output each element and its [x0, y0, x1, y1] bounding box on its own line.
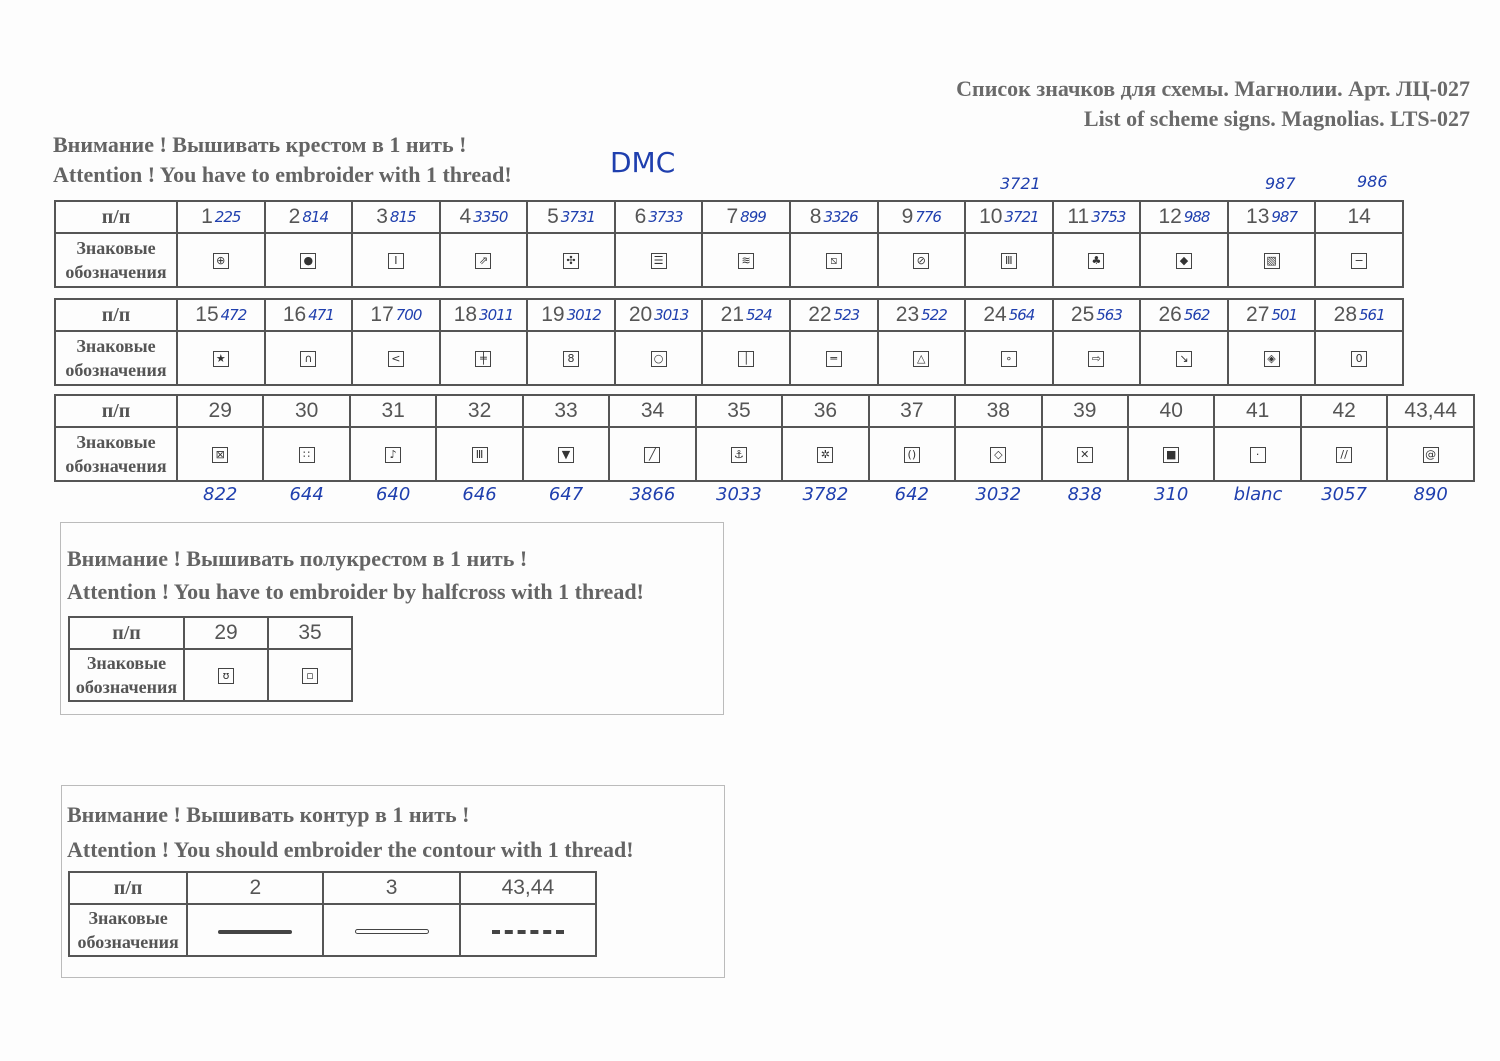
number-cell	[187, 872, 323, 904]
item-number: 3	[385, 876, 398, 899]
number-cell	[965, 201, 1053, 233]
dmc-code-below: 3033	[716, 484, 762, 505]
item-number: 5	[547, 205, 559, 228]
dmc-code: 3326	[823, 208, 858, 226]
number-cell	[1315, 299, 1403, 331]
item-number: 42	[1332, 399, 1356, 422]
item-number: 2	[288, 205, 301, 228]
dmc-code-below: 3032	[975, 484, 1022, 505]
row-label-cell	[55, 395, 177, 427]
item-number: 26	[1158, 303, 1182, 326]
sign-label-line-1: Знаковые	[76, 432, 156, 452]
halfcross-table	[68, 616, 353, 702]
symbol-cell	[1301, 427, 1387, 481]
number-cell	[1140, 299, 1228, 331]
dmc-code: 524	[746, 306, 772, 324]
cross-symbol-icon: ◇	[990, 447, 1006, 463]
item-number: 1	[201, 205, 213, 228]
symbol-cell	[265, 233, 353, 287]
dmc-code-below: blanc	[1233, 484, 1283, 505]
symbol-cell	[440, 233, 528, 287]
symbol-cell	[1228, 331, 1316, 385]
halfcross-symbol-icon: ʊ	[218, 668, 234, 684]
cross-symbol-icon: I	[388, 253, 404, 269]
symbol-cell	[878, 233, 966, 287]
dmc-code-below: 822	[203, 484, 238, 505]
dmc-code: 3011	[479, 306, 514, 324]
contour-line-double-icon	[355, 929, 429, 934]
contour-attention-ru: Внимание ! Вышивать контур в 1 нить !	[67, 802, 470, 827]
dmc-code-below: 3782	[802, 484, 849, 505]
number-row	[55, 299, 1403, 331]
title-english: List of scheme signs. Magnolias. LTS-027	[1083, 106, 1470, 131]
sign-label-line-2: обозначения	[65, 262, 167, 282]
number-cell	[615, 299, 703, 331]
number-cell	[696, 395, 782, 427]
item-number: 20	[628, 303, 653, 326]
symbol-cell	[955, 427, 1041, 481]
symbol-cell	[1140, 331, 1228, 385]
cross-symbol-icon: ═	[826, 351, 842, 367]
dmc-code: 899	[740, 208, 766, 226]
cross-symbol-icon: ⚓	[731, 447, 747, 463]
cross-symbol-icon: ▼	[558, 447, 574, 463]
symbol-cell	[1053, 331, 1141, 385]
contour-line-solid-icon	[218, 930, 292, 934]
number-row	[55, 201, 1403, 233]
cross-table-3	[54, 394, 1475, 482]
item-number: 6	[634, 205, 647, 228]
dmc-code: 225	[214, 208, 241, 226]
cross-table-1	[54, 200, 1404, 288]
item-number: 23	[895, 303, 920, 326]
contour-attention-en: Attention ! You should embroider the contour with 1 thread!	[67, 837, 634, 862]
number-cell	[1053, 201, 1141, 233]
sign-label-line-2: обозначения	[77, 932, 179, 952]
number-cell	[1214, 395, 1300, 427]
number-cell	[527, 201, 615, 233]
dmc-code-below: 647	[548, 484, 584, 505]
number-cell	[1042, 395, 1128, 427]
number-cell	[1228, 201, 1316, 233]
above-code-10: 3721	[1000, 174, 1041, 193]
document-header	[956, 74, 1470, 134]
row-label: п/п	[101, 399, 131, 422]
dmc-code: 814	[302, 208, 328, 226]
symbol-cell	[263, 427, 349, 481]
number-cell	[790, 201, 878, 233]
contour-line-dashed-icon	[492, 930, 564, 934]
number-cell	[436, 395, 522, 427]
dmc-code: 522	[921, 306, 947, 324]
item-number: 35	[727, 399, 751, 422]
dmc-code: 564	[1008, 306, 1035, 324]
cross-symbol-icon: △	[913, 351, 929, 367]
symbol-cell	[177, 331, 265, 385]
cross-symbol-icon: ∘	[1001, 351, 1017, 367]
dmc-code: 3350	[473, 208, 508, 226]
item-number: 21	[720, 303, 745, 326]
symbol-cell	[782, 427, 868, 481]
number-cell	[1228, 299, 1316, 331]
symbol-row	[55, 331, 1403, 385]
sign-label-cell	[69, 904, 187, 956]
number-cell	[609, 395, 695, 427]
cross-symbol-icon: ╱	[644, 447, 660, 463]
symbol-row	[69, 649, 352, 701]
sign-label-line-2: обозначения	[75, 677, 178, 697]
dmc-code: 700	[395, 306, 422, 324]
symbol-cell	[265, 331, 353, 385]
number-row	[69, 872, 596, 904]
symbol-cell	[965, 233, 1053, 287]
symbol-cell	[615, 233, 703, 287]
dmc-code: 988	[1183, 208, 1210, 226]
symbol-cell	[1042, 427, 1128, 481]
number-cell	[878, 201, 966, 233]
cross-symbol-icon: ⊘	[913, 253, 929, 269]
item-number: 29	[214, 621, 238, 644]
item-number: 17	[370, 303, 394, 326]
dmc-code-below: 640	[375, 484, 411, 505]
item-number: 36	[813, 399, 838, 422]
cross-symbol-icon: ●	[300, 253, 316, 269]
cross-symbol-icon: ∩	[300, 351, 316, 367]
dmc-code: 3731	[560, 208, 595, 226]
item-number: 34	[640, 399, 665, 422]
cross-symbol-icon: 0	[1351, 351, 1367, 367]
number-cell	[869, 395, 955, 427]
cross-symbol-icon: ⇨	[1088, 351, 1104, 367]
cross-symbol-icon: ·	[1250, 447, 1266, 463]
item-number: 7	[726, 205, 739, 228]
above-code-13: 987	[1265, 174, 1296, 193]
cross-attention	[53, 130, 512, 190]
symbol-cell	[440, 331, 528, 385]
item-number: 29	[208, 399, 232, 422]
row-label: п/п	[112, 621, 141, 644]
number-cell	[268, 617, 352, 649]
contour-table	[68, 871, 597, 957]
dmc-code: 471	[308, 306, 334, 324]
cross-attention-ru: Внимание ! Вышивать крестом в 1 нить !	[53, 132, 467, 157]
item-number: 39	[1073, 399, 1097, 422]
symbol-cell	[268, 649, 352, 701]
cross-symbol-icon: ☰	[651, 253, 667, 269]
item-number: 11	[1067, 205, 1090, 228]
item-number: 27	[1246, 303, 1270, 326]
row-label-cell	[55, 299, 177, 331]
item-number: 30	[295, 399, 319, 422]
item-number: 40	[1159, 399, 1183, 422]
number-cell	[440, 201, 528, 233]
symbol-cell	[187, 904, 323, 956]
sign-label-line-1: Знаковые	[86, 653, 167, 673]
item-number: 4	[459, 205, 472, 228]
dmc-code: 501	[1271, 306, 1298, 324]
row-label: п/п	[101, 303, 131, 326]
symbol-cell	[527, 233, 615, 287]
halfcross-attention-en: Attention ! You have to embroider by halfcross with 1 thread!	[67, 579, 644, 604]
number-cell	[177, 395, 263, 427]
sign-label-cell	[55, 331, 177, 385]
symbol-cell	[1140, 233, 1228, 287]
halfcross-symbol-icon: ▫	[302, 668, 318, 684]
symbol-cell	[352, 331, 440, 385]
number-cell	[184, 617, 268, 649]
sign-label-line-2: обозначения	[65, 456, 167, 476]
symbol-row	[55, 233, 1403, 287]
item-number: 24	[983, 303, 1007, 326]
cross-symbol-icon: ✣	[563, 253, 579, 269]
cross-symbol-icon: ◈	[1264, 351, 1280, 367]
item-number: 16	[282, 303, 307, 326]
item-number: 3	[376, 205, 388, 228]
item-number: 8	[809, 205, 822, 228]
cross-symbol-icon: ≋	[738, 253, 754, 269]
number-cell	[615, 201, 703, 233]
number-cell	[1140, 201, 1228, 233]
dmc-code: 776	[915, 208, 941, 226]
sign-label-cell	[55, 427, 177, 481]
symbol-cell	[177, 427, 263, 481]
symbol-cell	[1128, 427, 1214, 481]
number-row	[69, 617, 352, 649]
dmc-code-below: 3057	[1321, 484, 1368, 505]
number-cell	[965, 299, 1053, 331]
symbol-cell	[350, 427, 436, 481]
symbol-cell	[523, 427, 609, 481]
symbol-cell	[965, 331, 1053, 385]
symbol-cell	[878, 331, 966, 385]
dmc-code: 3733	[648, 208, 683, 226]
item-number: 28	[1333, 303, 1358, 326]
sign-label-cell	[69, 649, 184, 701]
cross-symbol-icon: Ⅲ	[1001, 253, 1017, 269]
cross-symbol-icon: ╪	[475, 351, 491, 367]
number-cell	[1301, 395, 1387, 427]
cross-symbol-icon: ⊕	[213, 253, 229, 269]
dmc-code: 3013	[654, 306, 689, 324]
item-number: 14	[1347, 205, 1371, 228]
dmc-code-below: 646	[462, 484, 497, 505]
symbol-cell	[1228, 233, 1316, 287]
dmc-code-below: 642	[894, 484, 930, 505]
symbol-cell	[869, 427, 955, 481]
item-number: 13	[1246, 205, 1270, 228]
cross-attention-en: Attention ! You have to embroider with 1 thread!	[53, 162, 512, 187]
item-number: 38	[986, 399, 1010, 422]
dmc-code: 562	[1183, 306, 1210, 324]
symbol-cell	[460, 904, 596, 956]
symbol-cell	[1214, 427, 1300, 481]
cross-symbol-icon: ⊠	[212, 447, 228, 463]
cross-symbol-icon: ♪	[385, 447, 401, 463]
symbol-cell	[352, 233, 440, 287]
row-label: п/п	[113, 876, 143, 899]
dmc-code: 472	[220, 306, 247, 324]
symbol-row	[55, 427, 1474, 481]
number-cell	[440, 299, 528, 331]
dmc-code-below: 644	[289, 484, 324, 505]
cross-symbol-icon: ▧	[1264, 253, 1280, 269]
item-number: 43,44	[1404, 399, 1457, 422]
row-label-cell	[55, 201, 177, 233]
number-cell	[352, 299, 440, 331]
cross-symbol-icon: ⇗	[475, 253, 491, 269]
number-cell	[350, 395, 436, 427]
sign-label-cell	[55, 233, 177, 287]
item-number: 43,44	[501, 876, 555, 899]
row-label-cell	[69, 617, 184, 649]
symbol-cell	[702, 233, 790, 287]
cross-symbol-icon: ✕	[1077, 447, 1093, 463]
cross-symbol-icon: ✲	[817, 447, 833, 463]
sign-label-line-1: Знаковые	[76, 336, 156, 356]
symbol-cell	[1387, 427, 1474, 481]
cross-symbol-icon: ○	[651, 351, 667, 367]
symbol-cell	[790, 233, 878, 287]
dmc-code-below: 3866	[629, 484, 676, 505]
cross-symbol-icon: 8	[563, 351, 579, 367]
row-label-cell	[69, 872, 187, 904]
number-cell	[460, 872, 596, 904]
cross-symbol-icon: ■	[1163, 447, 1179, 463]
cross-symbol-icon: @	[1423, 447, 1439, 463]
dmc-code: 987	[1271, 208, 1298, 226]
halfcross-attention	[67, 542, 644, 608]
cross-symbol-icon: ♣	[1088, 253, 1104, 269]
symbol-cell	[696, 427, 782, 481]
item-number: 31	[381, 399, 405, 422]
dmc-code: 3753	[1091, 208, 1126, 226]
dmc-code: 523	[833, 306, 860, 324]
number-cell	[790, 299, 878, 331]
cross-symbol-icon: //	[1336, 447, 1352, 463]
cross-symbol-icon: ∷	[299, 447, 315, 463]
number-cell	[1387, 395, 1474, 427]
item-number: 35	[298, 621, 322, 644]
symbol-cell	[615, 331, 703, 385]
number-cell	[265, 201, 353, 233]
number-cell	[782, 395, 868, 427]
item-number: 10	[979, 205, 1003, 228]
cross-table-2	[54, 298, 1404, 386]
symbol-cell	[702, 331, 790, 385]
cross-symbol-icon: ↘	[1176, 351, 1192, 367]
number-cell	[523, 395, 609, 427]
symbol-cell	[1315, 331, 1403, 385]
symbol-cell	[323, 904, 459, 956]
number-cell	[878, 299, 966, 331]
cross-symbol-icon: Ⅲ	[472, 447, 488, 463]
dmc-code: 815	[389, 208, 416, 226]
item-number: 12	[1158, 205, 1182, 228]
dmc-code: 3721	[1004, 208, 1039, 226]
sign-label-line-1: Знаковые	[76, 238, 156, 258]
dmc-code: 563	[1096, 306, 1122, 324]
cross-symbol-icon: ⧅	[826, 253, 842, 269]
number-cell	[177, 201, 265, 233]
item-number: 19	[541, 303, 565, 326]
item-number: 18	[453, 303, 478, 326]
dmc-code: 561	[1359, 306, 1385, 324]
number-cell	[1315, 201, 1403, 233]
halfcross-attention-ru: Внимание ! Вышивать полукрестом в 1 нить !	[67, 546, 528, 571]
title-russian: Список значков для схемы. Магнолии. Арт. ЛЦ-027	[956, 76, 1470, 101]
symbol-cell	[1053, 233, 1141, 287]
item-number: 33	[554, 399, 578, 422]
contour-attention	[67, 797, 634, 867]
number-cell	[352, 201, 440, 233]
dmc-code-below: 310	[1154, 484, 1189, 505]
cross-symbol-icon: ★	[213, 351, 229, 367]
symbol-cell	[184, 649, 268, 701]
number-cell	[177, 299, 265, 331]
item-number: 37	[900, 399, 924, 422]
dmc-code: 3012	[566, 306, 601, 324]
number-cell	[263, 395, 349, 427]
item-number: 2	[249, 876, 262, 899]
item-number: 22	[808, 303, 832, 326]
number-cell	[265, 299, 353, 331]
number-cell	[323, 872, 459, 904]
item-number: 32	[467, 399, 492, 422]
cross-symbol-icon: <	[388, 351, 404, 367]
sign-label-line-2: обозначения	[65, 360, 167, 380]
item-number: 15	[195, 303, 219, 326]
above-code-14: 986	[1357, 172, 1388, 191]
number-cell	[702, 299, 790, 331]
symbol-cell	[436, 427, 522, 481]
number-cell	[1128, 395, 1214, 427]
symbol-cell	[1315, 233, 1403, 287]
item-number: 9	[901, 205, 914, 228]
row-label: п/п	[101, 205, 131, 228]
symbol-cell	[177, 233, 265, 287]
symbol-row	[69, 904, 596, 956]
symbol-cell	[609, 427, 695, 481]
cross-symbol-icon: │	[738, 351, 754, 367]
number-cell	[702, 201, 790, 233]
number-row	[55, 395, 1474, 427]
cross-symbol-icon: −	[1351, 253, 1367, 269]
cross-symbol-icon: ()	[904, 447, 920, 463]
number-cell	[955, 395, 1041, 427]
symbol-cell	[790, 331, 878, 385]
item-number: 25	[1070, 303, 1095, 326]
number-cell	[527, 299, 615, 331]
brand-note: DMC	[610, 146, 676, 179]
symbol-cell	[527, 331, 615, 385]
item-number: 41	[1245, 399, 1270, 422]
number-cell	[1053, 299, 1141, 331]
dmc-code-below: 890	[1413, 484, 1448, 505]
sign-label-line-1: Знаковые	[88, 908, 168, 928]
cross-symbol-icon: ◆	[1176, 253, 1192, 269]
dmc-code-below: 838	[1067, 484, 1102, 505]
